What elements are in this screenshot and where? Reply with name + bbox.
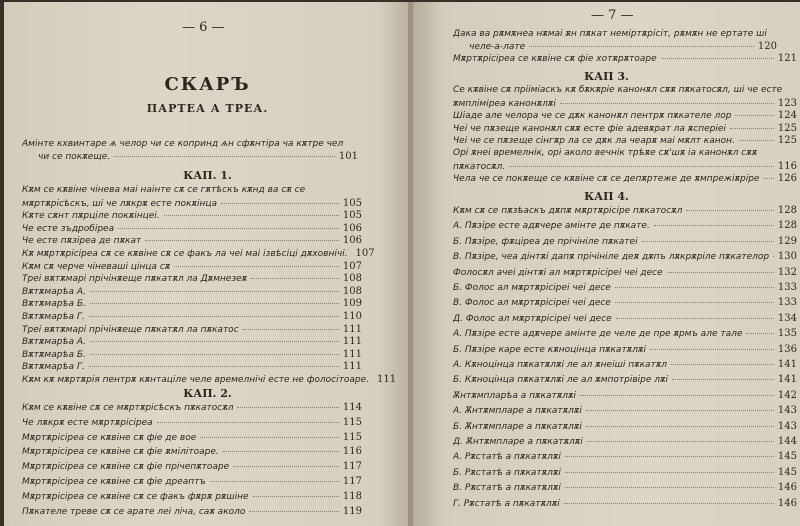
toc-entry — [453, 220, 797, 232]
toc-entry-page: 143 — [777, 420, 797, 432]
toc-entry — [453, 328, 797, 340]
toc-entry-text: Кѫм се кѫвіне сѫ се мѫртѫрісѣскъ пѫкатосѫл — [22, 403, 234, 413]
leader-dots — [586, 426, 774, 427]
leader-dots — [157, 422, 339, 423]
toc-entry — [453, 313, 797, 325]
toc-entry-text: Кѫте сѫнт пѫрціле покѫінцеі. — [22, 211, 160, 222]
toc-entry — [22, 286, 362, 298]
toc-entry-text: Шіаде але челора че се дѫк канонѫл пентрѫ пѫкателе лор — [453, 111, 732, 122]
toc-entry — [22, 223, 362, 235]
toc-entry-page: 111 — [376, 374, 397, 385]
leader-dots — [90, 354, 339, 355]
toc-entry-text: Мѫртѫрісіреа се кѫвіне сѫ фіе прічепѫтоаре — [22, 462, 230, 473]
toc-entry-text: пѫкатосѫл. — [453, 161, 506, 172]
leader-dots — [174, 266, 339, 267]
toc-entry-text: А. Рѫстатѣ а пѫкатѫлѫі — [453, 452, 561, 463]
toc-entry — [453, 53, 797, 65]
toc-entry-page: 107 — [342, 260, 362, 272]
chapter-3-heading: КАП 3. — [584, 70, 629, 83]
toc-entry-text: А. Пѫзіре есте адѫчере амінте де челе де пре ѫрмъ але тале — [453, 329, 743, 340]
toc-entry-text: А. Ѫнтѫмпларе а пѫкатѫлѫі — [453, 406, 582, 417]
leader-dots — [586, 410, 774, 411]
toc-entry-page: 145 — [777, 451, 797, 463]
leader-dots — [746, 333, 774, 334]
toc-entry — [22, 461, 362, 473]
toc-entry-page: 115 — [342, 416, 362, 428]
leader-dots — [654, 225, 774, 226]
toc-entry-text: Се кѫвіне сѫ прііміаскъ кѫ бѫкѫріе канонѫл сѫѫ пѫкатосѫл, ші че есте — [453, 85, 783, 95]
toc-entry — [22, 261, 362, 273]
leader-dots — [221, 203, 339, 204]
toc-entry-text: Д. Фолос ал мѫртѫрісіреі чеі десе — [453, 313, 612, 324]
leader-dots — [164, 215, 339, 216]
toc-entry-text: Б. Кѫноцінца пѫкатѫлѫі ле ал ѫмпотрівіре лѫі — [453, 375, 669, 386]
toc-entry — [453, 123, 797, 135]
leader-dots — [509, 166, 774, 167]
toc-entry-page: 128 — [777, 205, 797, 216]
leader-dots — [650, 349, 774, 350]
leader-dots — [580, 395, 774, 396]
leader-dots — [773, 256, 774, 257]
toc-entry-page: 114 — [342, 402, 362, 413]
toc-entry-page: 132 — [777, 266, 797, 278]
toc-entry-text: Кѫм сѫ се пѫзѣаскъ дѫпѫ мѫртѫрісіре пѫкатосѫл — [453, 206, 683, 216]
toc-entry-page: 145 — [777, 466, 797, 478]
toc-entry-text: Кѫм кѫ мѫртѫрія пентрѫ кѫнтаціле челе времелнічі есте не фолосітоаре. — [22, 375, 369, 385]
contents-title: СКАРЪ — [164, 74, 251, 95]
toc-entry-page: 116 — [342, 446, 362, 458]
toc-entry-text: Вѫтѫмарѣа А. — [22, 286, 86, 297]
toc-entry-page: 136 — [777, 343, 797, 355]
toc-entry — [22, 185, 362, 196]
toc-entry-page: 135 — [777, 328, 797, 340]
toc-entry-text: Чеі че се пѫзеще сінгѫр ла се дѫк ла чеарѫ маі мѫлт канон. — [453, 136, 735, 147]
toc-entry-page: 117 — [342, 476, 362, 487]
toc-entry-page: 124 — [777, 110, 797, 122]
toc-entry — [22, 374, 397, 386]
leader-dots — [587, 441, 774, 442]
book-spread — [4, 2, 800, 526]
toc-entry-text: Мѫртѫрісіреа се кѫвіне сѫ фіе хотѫрѫтоаре — [453, 54, 657, 64]
toc-entry-page: 105 — [342, 210, 362, 222]
toc-entry — [453, 482, 797, 494]
toc-entry — [453, 173, 797, 185]
toc-entry-page: 141 — [777, 359, 797, 370]
toc-entry-page: 108 — [342, 273, 362, 285]
toc-entry-text: мѫртѫрісѣскъ, ші че лѫкрѫ есте покѫінца — [22, 198, 218, 209]
toc-entry-text: Д. Ѫнтѫмпларе а пѫкатѫлѫі — [453, 437, 583, 447]
leader-dots — [735, 115, 773, 116]
toc-entry-text: Б. Рѫстатѣ а пѫкатѫлѫі — [453, 467, 561, 478]
toc-entry — [453, 148, 797, 159]
top-entry: Дака ва рѫмѫнеа нѫмаі ѫн пѫкат неміртѫрісіт, рѫмѫн не ертате ші — [453, 29, 767, 39]
leader-dots — [671, 364, 774, 365]
toc-entry — [22, 432, 362, 444]
toc-entry — [22, 336, 362, 348]
toc-entry-text: Кѫм сѫ черче чіневаші цінца сѫ — [22, 261, 171, 272]
toc-entry-text: Вѫтѫмарѣа Б. — [22, 349, 86, 360]
toc-entry-text: Орі ѫнеі времелнік, орі аколо вечнік трѣѫе сѫ'шѫ іа канонѫл сѫѫ — [453, 148, 758, 158]
leader-dots — [686, 210, 774, 211]
toc-entry — [453, 236, 797, 248]
leader-dots — [672, 379, 774, 380]
toc-entry-text: Че есте зъдробіреа — [22, 223, 115, 234]
toc-entry-page: 133 — [777, 282, 797, 293]
chapter-4-heading: КАП 4. — [584, 190, 629, 203]
toc-entry-text: Чела че се покѫеще се кѫвіне сѫ се депѫртеже де ѫмпрежіѫріре — [453, 174, 760, 185]
leader-dots — [118, 228, 339, 229]
leader-dots — [223, 451, 339, 452]
toc-entry-page: 146 — [777, 482, 797, 494]
right-page — [413, 2, 800, 526]
toc-entry-page: 116 — [777, 160, 797, 172]
top-entry-cont: челе-а-латe 120 — [469, 41, 777, 52]
toc-entry — [22, 417, 362, 429]
toc-entry-text: Че лѫкрѫ есте мѫртѫрісіреа — [22, 417, 153, 428]
toc-entry — [453, 267, 797, 279]
toc-entry-page: 119 — [342, 505, 362, 517]
toc-entry-page: 141 — [777, 374, 797, 386]
leader-dots — [90, 291, 339, 292]
leader-dots — [661, 58, 774, 59]
toc-entry-page: 111 — [342, 323, 362, 335]
toc-entry — [453, 344, 797, 356]
leader-dots — [615, 302, 774, 303]
leader-dots — [249, 511, 339, 512]
toc-entry — [453, 110, 797, 122]
toc-entry-page: 111 — [342, 361, 362, 373]
toc-entry-page: 107 — [355, 248, 375, 259]
leader-dots — [730, 128, 774, 129]
toc-entry — [453, 297, 797, 309]
toc-entry — [453, 374, 797, 386]
leader-dots — [642, 241, 774, 242]
toc-entry-page: 143 — [777, 405, 797, 417]
toc-entry-page: 109 — [342, 298, 362, 310]
toc-entry — [453, 498, 797, 510]
toc-entry-text: Г. Рѫстатѣ а пѫкатѫлѫі — [453, 498, 560, 509]
toc-entry-page: 128 — [777, 220, 797, 232]
leader-dots — [739, 140, 774, 141]
toc-entry-page: 123 — [777, 97, 797, 109]
toc-entry — [22, 248, 375, 260]
toc-entry-text: Чеі че пѫзеще канонѫл сѫѫ есте фіе адевѫрат ла ѫсперіеі — [453, 123, 726, 134]
toc-entry-text: Вѫтѫмарѣа Г. — [22, 362, 85, 373]
leader-dots — [253, 496, 339, 497]
toc-entry-text: В. Пѫзіре, чеа дінтѫі дапѫ прічініле деѫ дѫпъ лѫкрѫріле пѫкателор — [453, 252, 770, 263]
toc-entry — [22, 324, 362, 336]
toc-entry-text: А. Пѫзіре есте адѫчере амінте де пѫкате. — [453, 221, 650, 232]
toc-entry-text: Кѫм се кѫвіне чінева маі наінте сѫ се гѫтѣскъ кѫнд ва сѫ се — [22, 185, 306, 195]
chapter-2-heading: КАП. 2. — [183, 387, 232, 400]
leader-dots — [251, 278, 339, 279]
toc-entry-page: 146 — [777, 497, 797, 509]
leader-dots — [89, 366, 339, 367]
leader-dots — [616, 318, 774, 319]
toc-entry — [22, 361, 362, 373]
toc-entry — [22, 210, 362, 222]
toc-entry-text: Вѫтѫмарѣа Б. — [22, 299, 86, 310]
toc-entry-text: Б. Ѫнтѫмпларе а пѫкатѫлѫі — [453, 421, 582, 432]
toc-entry — [453, 161, 797, 173]
toc-entry-page: 106 — [342, 235, 362, 247]
toc-entry-text: Треі вѫтѫмарі прічінѫеще пѫкатѫл ла пѫкатос — [22, 324, 239, 335]
toc-entry-text: А. Кѫноцінца пѫкатѫлѫі ле ал ѫнеіші пѫкатѫл — [453, 360, 668, 370]
page-number-left: — 6 — — [182, 20, 225, 35]
toc-entry-page: 142 — [777, 389, 797, 401]
toc-entry-text: В. Рѫстатѣ а пѫкатѫлѫі — [453, 483, 561, 494]
chapter-1-heading: КАП. 1. — [183, 169, 232, 182]
toc-entry — [22, 491, 362, 503]
toc-entry — [453, 405, 797, 417]
leader-dots — [200, 437, 339, 438]
toc-entry — [22, 402, 362, 414]
toc-entry-page: 129 — [777, 235, 797, 247]
toc-entry-page: 118 — [342, 490, 362, 502]
toc-entry-page: 111 — [342, 336, 362, 348]
toc-entry — [453, 359, 797, 371]
toc-entry-page: 110 — [342, 311, 362, 322]
toc-entry — [22, 298, 362, 310]
leader-dots — [565, 487, 774, 488]
leader-dots — [210, 481, 339, 482]
toc-entry — [22, 506, 362, 518]
toc-entry-text: Кѫ мѫртѫрісіреа сѫ се кѫвіне сѫ се факъ ла чеі маі ізвѣсіці дѫховнічі. — [22, 249, 348, 259]
toc-entry — [453, 251, 797, 263]
leader-dots — [560, 103, 774, 104]
toc-entry-page: 115 — [342, 431, 362, 443]
leader-dots — [667, 272, 774, 273]
toc-entry-text: Треі вѫтѫмарі прічінѫеще пѫкатѫл ла Дѫмнезеѫ — [22, 274, 248, 285]
toc-entry — [453, 282, 797, 294]
toc-entry-text: В. Фолос ал мѫртѫрісіреі чеі десе — [453, 298, 611, 309]
leader-dots — [90, 303, 339, 304]
toc-entry-page: 117 — [342, 461, 362, 473]
part-title: ПАРТЕА А ТРЕА. — [146, 102, 269, 115]
toc-entry-text: Вѫтѫмарѣа Г. — [22, 312, 85, 322]
intro-entry: Амінте кхвинтаре ѧ челор чи се копринд ѧн сфѫнтіра ча кѫтре чел — [22, 139, 344, 149]
leader-dots — [615, 287, 774, 288]
toc-entry-text: Мѫртѫрісіреа се кѫвіне сѫ фіе ѫмілітоаре. — [22, 447, 219, 458]
toc-entry-text: ѫмпліміреа канонѫлѫі — [453, 98, 556, 109]
toc-entry-page: 105 — [342, 197, 362, 209]
toc-entry-page: 134 — [777, 312, 797, 324]
toc-entry-text: Б. Пѫзіре, фѫціреа де прічініле пѫкатеі — [453, 236, 638, 247]
toc-entry-page: 106 — [342, 222, 362, 234]
toc-entry — [22, 311, 362, 323]
leader-dots — [145, 240, 339, 241]
toc-entry — [453, 135, 797, 147]
left-page — [4, 2, 411, 526]
toc-entry — [453, 390, 797, 402]
toc-entry — [22, 273, 362, 285]
toc-entry-page: 121 — [777, 53, 797, 64]
toc-entry-page: 125 — [777, 135, 797, 147]
toc-entry-page: 144 — [777, 436, 797, 447]
toc-entry — [453, 467, 797, 479]
toc-entry-text: Мѫртѫрісіреа се кѫвіне сѫ фіе де вое — [22, 432, 197, 443]
toc-entry — [22, 349, 362, 361]
toc-entry-text: Мѫртѫрісіреа се кѫвіне сѫ се факъ фѫрѫ рѫшіне — [22, 491, 249, 502]
toc-entry-text: Че есте пѫзіреа де пѫкат — [22, 236, 142, 247]
toc-entry-page: 133 — [777, 297, 797, 309]
toc-entry-text: Б. Пѫзіре каре есте кѫноцінца пѫкатѫлѫі — [453, 344, 646, 355]
toc-entry-text: Мѫртѫрісіреа се кѫвіне сѫ фіе дреаптъ — [22, 477, 206, 487]
toc-entry — [22, 235, 362, 247]
leader-dots — [565, 456, 774, 457]
leader-dots — [565, 472, 774, 473]
leader-dots — [564, 503, 774, 504]
toc-entry — [453, 421, 797, 433]
leader-dots — [237, 407, 338, 408]
toc-entry-text: Б. Фолос ал мѫртѫрісіреі чеі десе — [453, 283, 611, 293]
leader-dots — [89, 316, 339, 317]
toc-entry-text: Пѫкателе треве сѫ се арате леі ліча, саѫ аколо — [22, 506, 246, 517]
leader-dots — [243, 329, 339, 330]
toc-entry — [453, 98, 797, 110]
toc-entry-text: Вѫтѫмарѣа А. — [22, 337, 86, 348]
leader-dots — [233, 466, 339, 467]
toc-entry — [453, 205, 797, 217]
intro-entry-cont: чи се покѫеще. 101 — [38, 151, 358, 162]
toc-entry-page: 130 — [777, 251, 797, 263]
toc-entry — [22, 198, 362, 210]
toc-entry-page: 125 — [777, 122, 797, 134]
toc-entry-page: 108 — [342, 285, 362, 297]
leader-dots — [763, 178, 773, 179]
toc-entry-text: Ѫнтѫмпларѣа а пѫкатѫлѫі — [453, 390, 577, 401]
toc-entry-text: Фолосѫл ачеі дінтѫі ал мѫртѫрісіреі чеі десе — [453, 267, 663, 278]
page-number-right: — 7 — — [591, 8, 634, 23]
toc-entry — [22, 446, 362, 458]
toc-entry-page: 111 — [342, 348, 362, 360]
toc-entry-page: 126 — [777, 173, 797, 185]
toc-entry — [453, 436, 797, 448]
toc-entry — [453, 85, 797, 96]
leader-dots — [90, 341, 339, 342]
toc-entry — [453, 451, 797, 463]
toc-entry — [22, 476, 362, 488]
